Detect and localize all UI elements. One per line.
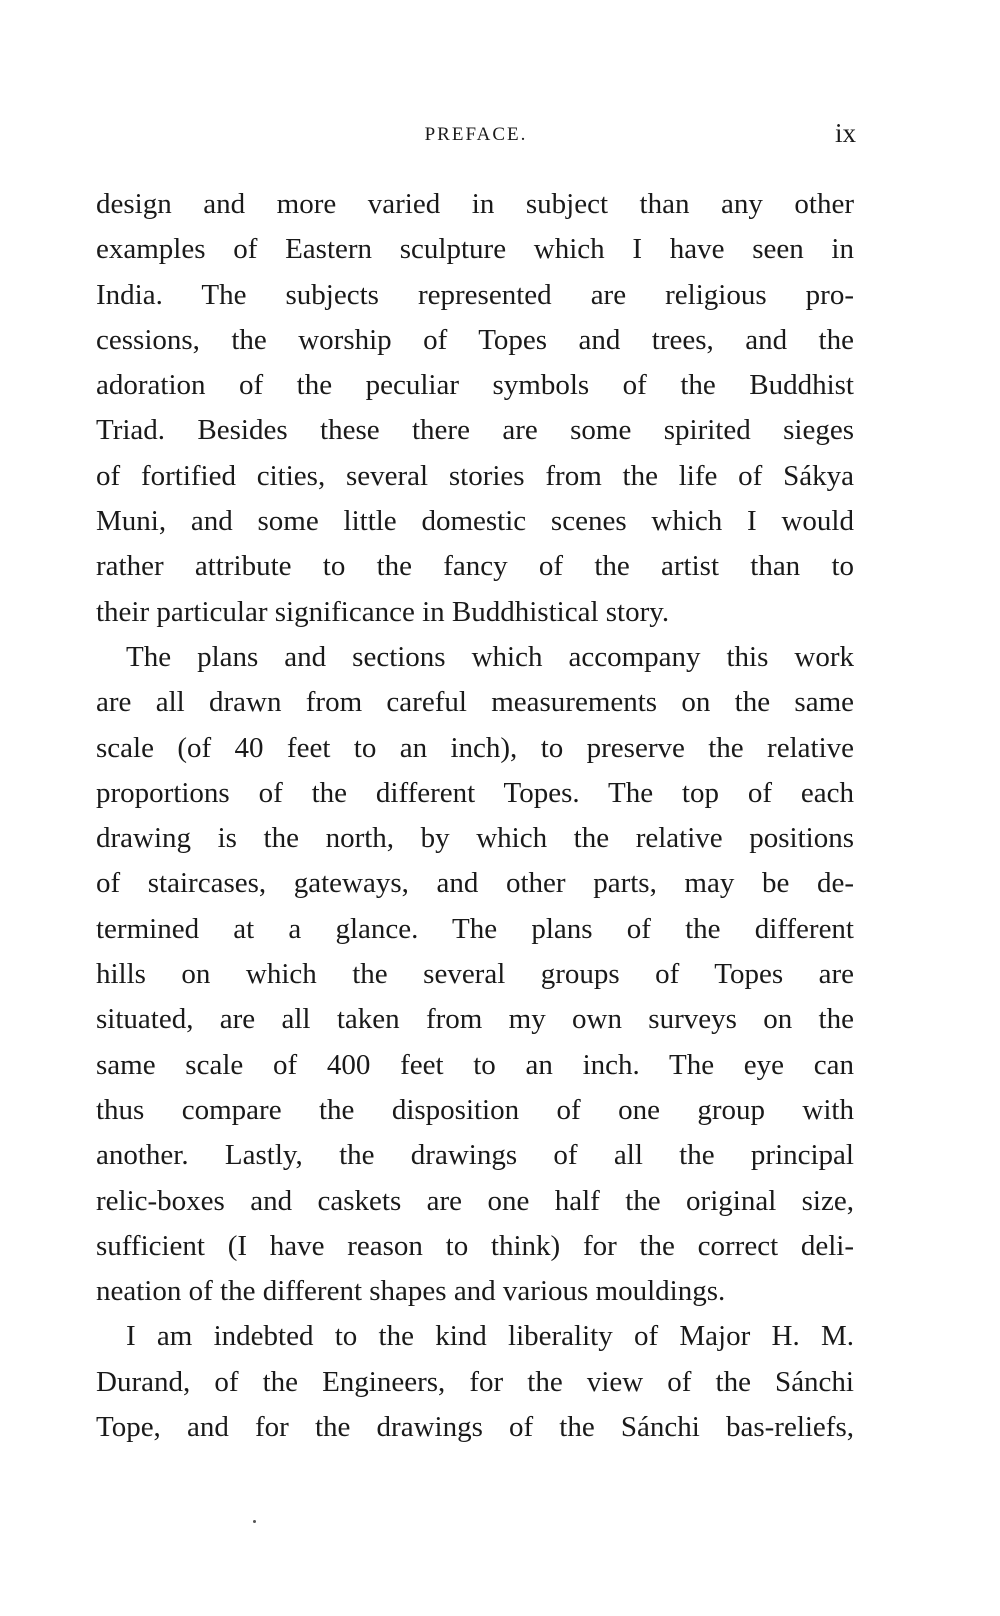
text-line: hills on which the several groups of Topes are	[96, 958, 854, 991]
text-line: sufficient (I have reason to think) for the correct deli-	[96, 1229, 854, 1262]
text-line: cessions, the worship of Topes and trees, and the	[96, 323, 854, 356]
text-line: scale (of 40 feet to an inch), to preserve the relative	[96, 731, 854, 764]
text-line: I am indebted to the kind liberality of Major H. M.	[126, 1320, 854, 1353]
text-line: neation of the different shapes and various mouldings.	[96, 1275, 726, 1308]
print-speck	[253, 1520, 256, 1523]
text-line: another. Lastly, the drawings of all the principal	[96, 1139, 854, 1172]
text-line: design and more varied in subject than any other	[96, 188, 854, 220]
text-line: examples of Eastern sculpture which I have seen in	[96, 233, 854, 266]
text-line: of fortified cities, several stories from the life of Sákya	[96, 459, 854, 492]
body-text	[96, 182, 854, 1450]
text-line: of staircases, gateways, and other parts, may be de-	[96, 867, 854, 900]
text-line: rather attribute to the fancy of the artist than to	[96, 550, 854, 583]
text-line: thus compare the disposition of one group with	[96, 1093, 854, 1126]
text-line: The plans and sections which accompany this work	[126, 640, 854, 673]
text-line: Durand, of the Engineers, for the view of the Sánchi	[96, 1365, 854, 1398]
text-line: Tope, and for the drawings of the Sánchi bas-reliefs,	[96, 1411, 854, 1444]
text-line: drawing is the north, by which the relative positions	[96, 822, 854, 855]
text-line: same scale of 400 feet to an inch. The eye can	[96, 1048, 854, 1081]
text-line: India. The subjects represented are religious pro-	[96, 278, 854, 311]
text-line: adoration of the peculiar symbols of the Buddhist	[96, 369, 854, 402]
running-head	[96, 118, 856, 152]
text-line: Muni, and some little domestic scenes which I would	[96, 505, 854, 538]
text-line: Triad. Besides these there are some spirited sieges	[96, 414, 854, 447]
text-line: their particular significance in Buddhistical story.	[96, 595, 670, 628]
text-line: relic-boxes and caskets are one half the original size,	[96, 1184, 854, 1217]
text-line: proportions of the different Topes. The top of each	[96, 776, 854, 809]
page-number: ix	[834, 118, 856, 148]
text-line: termined at a glance. The plans of the different	[96, 912, 854, 945]
text-line: situated, are all taken from my own surveys on the	[96, 1003, 854, 1036]
running-head-title: PREFACE.	[424, 124, 528, 145]
text-line: are all drawn from careful measurements on the same	[96, 686, 854, 719]
